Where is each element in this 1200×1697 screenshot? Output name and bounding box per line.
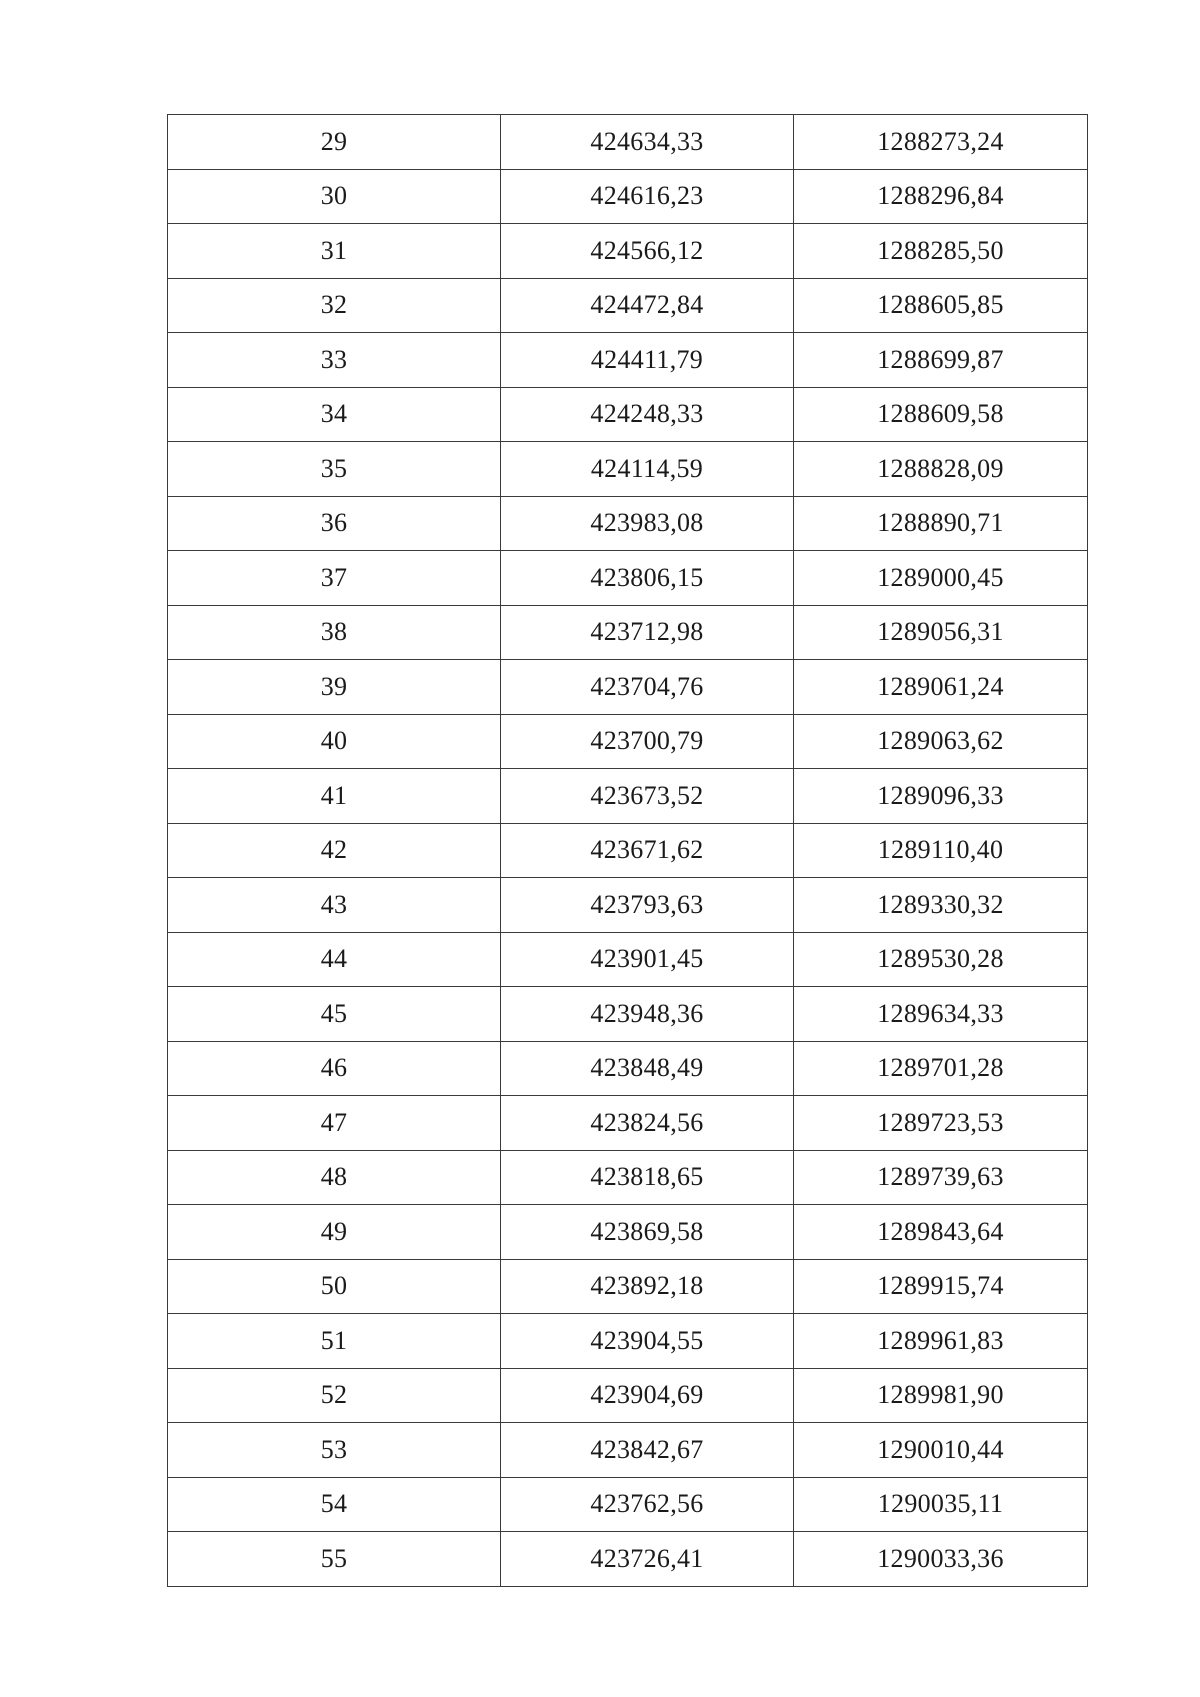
x-coordinate-cell: 423869,58 bbox=[501, 1205, 794, 1260]
table-row bbox=[168, 1423, 1088, 1478]
table-row bbox=[168, 1150, 1088, 1205]
x-coordinate-cell: 423818,65 bbox=[501, 1150, 794, 1205]
x-coordinate-cell: 424472,84 bbox=[501, 278, 794, 333]
y-coordinate-cell: 1289056,31 bbox=[794, 605, 1088, 660]
table-row bbox=[168, 660, 1088, 715]
table-row bbox=[168, 442, 1088, 497]
x-coordinate-cell: 423793,63 bbox=[501, 878, 794, 933]
table-row bbox=[168, 169, 1088, 224]
y-coordinate-cell: 1289961,83 bbox=[794, 1314, 1088, 1369]
table-row bbox=[168, 878, 1088, 933]
x-coordinate-cell: 424616,23 bbox=[501, 169, 794, 224]
x-coordinate-cell: 423904,55 bbox=[501, 1314, 794, 1369]
coordinates-table-body bbox=[168, 115, 1088, 1587]
y-coordinate-cell: 1289739,63 bbox=[794, 1150, 1088, 1205]
table-row bbox=[168, 1532, 1088, 1587]
x-coordinate-cell: 424114,59 bbox=[501, 442, 794, 497]
y-coordinate-cell: 1289096,33 bbox=[794, 769, 1088, 824]
point-number-cell: 53 bbox=[168, 1423, 501, 1478]
x-coordinate-cell: 423904,69 bbox=[501, 1368, 794, 1423]
point-number-cell: 37 bbox=[168, 551, 501, 606]
point-number-cell: 41 bbox=[168, 769, 501, 824]
y-coordinate-cell: 1289110,40 bbox=[794, 823, 1088, 878]
point-number-cell: 51 bbox=[168, 1314, 501, 1369]
y-coordinate-cell: 1289330,32 bbox=[794, 878, 1088, 933]
point-number-cell: 44 bbox=[168, 932, 501, 987]
y-coordinate-cell: 1289701,28 bbox=[794, 1041, 1088, 1096]
table-row bbox=[168, 605, 1088, 660]
y-coordinate-cell: 1290033,36 bbox=[794, 1532, 1088, 1587]
y-coordinate-cell: 1289530,28 bbox=[794, 932, 1088, 987]
x-coordinate-cell: 424634,33 bbox=[501, 115, 794, 170]
y-coordinate-cell: 1289843,64 bbox=[794, 1205, 1088, 1260]
table-row bbox=[168, 278, 1088, 333]
table-row bbox=[168, 1096, 1088, 1151]
point-number-cell: 40 bbox=[168, 714, 501, 769]
y-coordinate-cell: 1289063,62 bbox=[794, 714, 1088, 769]
table-row bbox=[168, 387, 1088, 442]
x-coordinate-cell: 423671,62 bbox=[501, 823, 794, 878]
y-coordinate-cell: 1288828,09 bbox=[794, 442, 1088, 497]
y-coordinate-cell: 1289723,53 bbox=[794, 1096, 1088, 1151]
x-coordinate-cell: 423848,49 bbox=[501, 1041, 794, 1096]
table-row bbox=[168, 224, 1088, 279]
table-row bbox=[168, 932, 1088, 987]
y-coordinate-cell: 1288890,71 bbox=[794, 496, 1088, 551]
table-row bbox=[168, 823, 1088, 878]
y-coordinate-cell: 1289061,24 bbox=[794, 660, 1088, 715]
y-coordinate-cell: 1290035,11 bbox=[794, 1477, 1088, 1532]
x-coordinate-cell: 423712,98 bbox=[501, 605, 794, 660]
point-number-cell: 30 bbox=[168, 169, 501, 224]
point-number-cell: 52 bbox=[168, 1368, 501, 1423]
x-coordinate-cell: 423726,41 bbox=[501, 1532, 794, 1587]
point-number-cell: 47 bbox=[168, 1096, 501, 1151]
point-number-cell: 31 bbox=[168, 224, 501, 279]
y-coordinate-cell: 1289634,33 bbox=[794, 987, 1088, 1042]
x-coordinate-cell: 424411,79 bbox=[501, 333, 794, 388]
coordinates-table bbox=[167, 114, 1088, 1587]
x-coordinate-cell: 424566,12 bbox=[501, 224, 794, 279]
point-number-cell: 55 bbox=[168, 1532, 501, 1587]
table-row bbox=[168, 551, 1088, 606]
y-coordinate-cell: 1288273,24 bbox=[794, 115, 1088, 170]
point-number-cell: 39 bbox=[168, 660, 501, 715]
x-coordinate-cell: 423806,15 bbox=[501, 551, 794, 606]
table-row bbox=[168, 714, 1088, 769]
y-coordinate-cell: 1288605,85 bbox=[794, 278, 1088, 333]
point-number-cell: 54 bbox=[168, 1477, 501, 1532]
point-number-cell: 34 bbox=[168, 387, 501, 442]
point-number-cell: 46 bbox=[168, 1041, 501, 1096]
table-row bbox=[168, 1259, 1088, 1314]
y-coordinate-cell: 1289000,45 bbox=[794, 551, 1088, 606]
point-number-cell: 42 bbox=[168, 823, 501, 878]
x-coordinate-cell: 423948,36 bbox=[501, 987, 794, 1042]
point-number-cell: 33 bbox=[168, 333, 501, 388]
x-coordinate-cell: 424248,33 bbox=[501, 387, 794, 442]
table-row bbox=[168, 1205, 1088, 1260]
table-row bbox=[168, 1368, 1088, 1423]
y-coordinate-cell: 1288285,50 bbox=[794, 224, 1088, 279]
table-row bbox=[168, 1477, 1088, 1532]
point-number-cell: 32 bbox=[168, 278, 501, 333]
table-row bbox=[168, 987, 1088, 1042]
point-number-cell: 48 bbox=[168, 1150, 501, 1205]
point-number-cell: 49 bbox=[168, 1205, 501, 1260]
point-number-cell: 29 bbox=[168, 115, 501, 170]
y-coordinate-cell: 1289915,74 bbox=[794, 1259, 1088, 1314]
point-number-cell: 35 bbox=[168, 442, 501, 497]
point-number-cell: 50 bbox=[168, 1259, 501, 1314]
x-coordinate-cell: 423842,67 bbox=[501, 1423, 794, 1478]
table-row bbox=[168, 1314, 1088, 1369]
y-coordinate-cell: 1288296,84 bbox=[794, 169, 1088, 224]
point-number-cell: 38 bbox=[168, 605, 501, 660]
x-coordinate-cell: 423824,56 bbox=[501, 1096, 794, 1151]
table-row bbox=[168, 115, 1088, 170]
x-coordinate-cell: 423673,52 bbox=[501, 769, 794, 824]
x-coordinate-cell: 423983,08 bbox=[501, 496, 794, 551]
y-coordinate-cell: 1288609,58 bbox=[794, 387, 1088, 442]
x-coordinate-cell: 423700,79 bbox=[501, 714, 794, 769]
y-coordinate-cell: 1289981,90 bbox=[794, 1368, 1088, 1423]
y-coordinate-cell: 1290010,44 bbox=[794, 1423, 1088, 1478]
x-coordinate-cell: 423892,18 bbox=[501, 1259, 794, 1314]
point-number-cell: 45 bbox=[168, 987, 501, 1042]
table-row bbox=[168, 769, 1088, 824]
table-row bbox=[168, 333, 1088, 388]
y-coordinate-cell: 1288699,87 bbox=[794, 333, 1088, 388]
table-row bbox=[168, 496, 1088, 551]
x-coordinate-cell: 423901,45 bbox=[501, 932, 794, 987]
point-number-cell: 43 bbox=[168, 878, 501, 933]
x-coordinate-cell: 423762,56 bbox=[501, 1477, 794, 1532]
point-number-cell: 36 bbox=[168, 496, 501, 551]
table-row bbox=[168, 1041, 1088, 1096]
x-coordinate-cell: 423704,76 bbox=[501, 660, 794, 715]
